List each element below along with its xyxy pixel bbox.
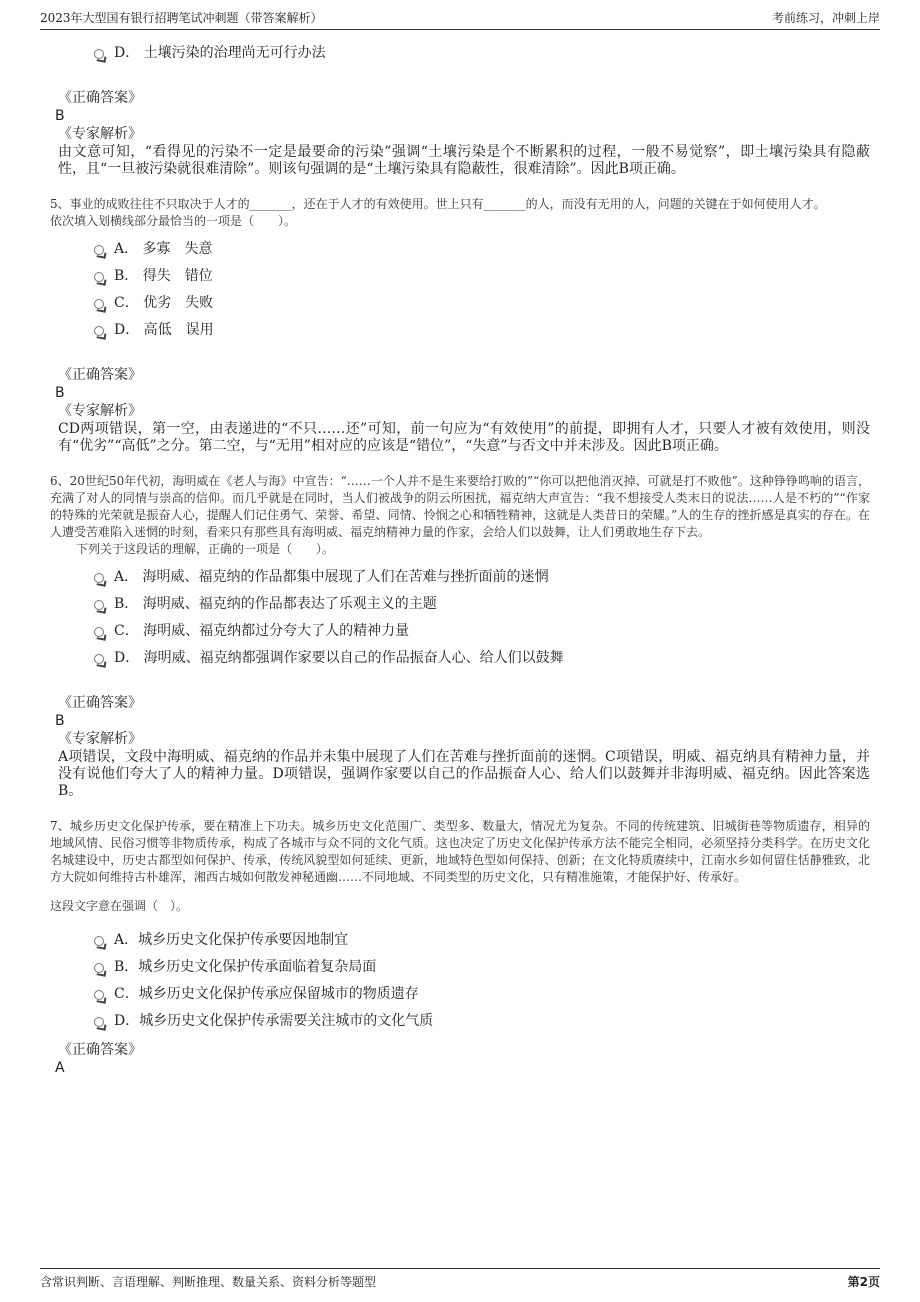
- q5-answer: B: [55, 385, 65, 401]
- q6-answer: B: [55, 713, 65, 729]
- q6-analysis: A项错误，文段中海明威、福克纳的作品并未集中展现了人们在苦难与挫折面前的迷惘。C项错误，明威、福克纳具有精神力量，并没有说他们夸大了人的精神力量。D项错误，强调作家要以自己的作品振奋人心、给人们以鼓舞并非海明威、福克纳。因此答案选B。: [58, 749, 870, 799]
- q5-analysis: CD两项错误，第一空，由表递进的“不只……还”可知，前一句应为“有效使用”的前提，即拥有人才，只要人才被有效使用，则没有“优劣”“高低”之分。第二空，与“无用”相对应的应该是“错位”，“失意”与否文中并未涉及。因此B项正确。: [58, 421, 870, 454]
- radio-icon[interactable]: [94, 990, 104, 1000]
- analysis-label: 《专家解析》: [58, 403, 142, 419]
- q6-prompt: 下列关于这段话的理解，正确的一项是（ ）。: [76, 542, 335, 556]
- q6-stem: 6、20世纪50年代初，海明威在《老人与海》中宣告：“……一个人并不是生来要给打败的”“你可以把他消灭掉、可就是打不败他”。这种铮铮鸣响的语言，充满了对人的同情与崇高的信仰。而几乎就是在同时，当人们被战争的阴云所困扰，福克纳大声宣告：“我不想接受人类末日的说法……人是不朽的”“作家的特殊的光荣就是振奋人心，提醒人们记住勇气、荣誉、希望、同情、怜悯之心和牺牲精神，这就是人类昔日的荣耀。”人的生存的挫折感是真实的存在。在人遭受苦难陷入迷惘的时刻，看来只有那些具有海明威、福克纳精神力量的作家，会给人们以鼓舞，让人们勇敢地生存下去。: [50, 474, 870, 539]
- q6-option-c[interactable]: C． 海明威、福克纳都过分夸大了人的精神力量: [94, 618, 870, 645]
- radio-icon[interactable]: [94, 245, 104, 255]
- radio-icon[interactable]: [94, 1017, 104, 1027]
- radio-icon[interactable]: [94, 272, 104, 282]
- q6-option-a[interactable]: A． 海明威、福克纳的作品都集中展现了人们在苦难与挫折面前的迷惘: [94, 564, 870, 591]
- radio-icon[interactable]: [94, 654, 104, 664]
- q5-stem: 5、事业的成败往往不只取决于人才的_______，还在于人才的有效使用。世上只有_______的人，而没有无用的人，问题的关键在于如何使用人才。: [50, 197, 826, 211]
- footer-categories: 含常识判断、言语理解、判断推理、数量关系、资料分析等题型: [40, 1275, 377, 1289]
- answer-label: 《正确答案》: [58, 90, 142, 106]
- radio-icon[interactable]: [94, 936, 104, 946]
- radio-icon[interactable]: [94, 49, 104, 59]
- radio-icon[interactable]: [94, 326, 104, 336]
- q6-option-d[interactable]: D． 海明威、福克纳都强调作家要以自己的作品振奋人心、给人们以鼓舞: [94, 645, 870, 672]
- radio-icon[interactable]: [94, 573, 104, 583]
- q4-analysis: 由文意可知，“看得见的污染不一定是最要命的污染”强调“土壤污染是个不断累积的过程，一般不易觉察”，即土壤污染具有隐蔽性，且“一旦被污染就很难清除”。则该句强调的是“土壤污染具有隐蔽性，很难清除”。因此B项正确。: [58, 144, 870, 177]
- q7-option-d[interactable]: D．城乡历史文化保护传承需要关注城市的文化气质: [94, 1008, 870, 1035]
- q5-option-c[interactable]: C． 优劣 失败: [94, 290, 870, 317]
- q7-option-c[interactable]: C．城乡历史文化保护传承应保留城市的物质遗存: [94, 981, 870, 1008]
- answer-label: 《正确答案》: [58, 695, 142, 711]
- page-footer: [40, 1268, 880, 1292]
- q5-prompt: 依次填入划横线部分最恰当的一项是（ ）。: [50, 214, 297, 228]
- q7-option-b[interactable]: B．城乡历史文化保护传承面临着复杂局面: [94, 954, 870, 981]
- radio-icon[interactable]: [94, 600, 104, 610]
- page-number: 第2页: [847, 1275, 880, 1289]
- q7-prompt: 这段文字意在强调（ ）。: [50, 899, 189, 913]
- q7-option-a[interactable]: A．城乡历史文化保护传承要因地制宜: [94, 927, 870, 954]
- answer-label: 《正确答案》: [58, 367, 142, 383]
- page-header: [40, 8, 880, 30]
- answer-label: 《正确答案》: [58, 1042, 142, 1058]
- analysis-label: 《专家解析》: [58, 126, 142, 142]
- q5-option-a[interactable]: A． 多寡 失意: [94, 236, 870, 263]
- q5-option-b[interactable]: B． 得失 错位: [94, 263, 870, 290]
- analysis-label: 《专家解析》: [58, 731, 142, 747]
- q7-answer: A: [55, 1060, 65, 1076]
- document-title: 2023年大型国有银行招聘笔试冲刺题（带答案解析）: [40, 11, 323, 25]
- radio-icon[interactable]: [94, 299, 104, 309]
- page-content: [50, 40, 870, 1077]
- q6-option-b[interactable]: B． 海明威、福克纳的作品都表达了乐观主义的主题: [94, 591, 870, 618]
- radio-icon[interactable]: [94, 627, 104, 637]
- q4-option-d[interactable]: D． 土壤污染的治理尚无可行办法: [94, 40, 870, 67]
- header-slogan: 考前练习，冲刺上岸: [771, 11, 880, 25]
- q7-stem: 7、城乡历史文化保护传承，要在精准上下功夫。城乡历史文化范围广、类型多、数量大，情况尤为复杂。不同的传统建筑、旧城街巷等物质遗存，相异的地域风情、民俗习惯等非物质传承，构成了各城市与众不同的文化气质。这也决定了历史文化保护传承方法不能完全相同，必须坚持分类科学。在历史文化名城建设中，历史古都型如何保护、传承，传统风貌型如何延续、更新，地域特色型如何保持、创新；在文化特质赓续中，江南水乡如何留住恬静雅致，北方大院如何维持古朴雄浑，湘西古城如何散发神秘通幽……不同地域、不同类型的历史文化，只有精准施策，才能保护好、传承好。: [50, 819, 870, 884]
- q4-answer: B: [55, 108, 65, 124]
- q5-option-d[interactable]: D． 高低 误用: [94, 317, 870, 344]
- radio-icon[interactable]: [94, 963, 104, 973]
